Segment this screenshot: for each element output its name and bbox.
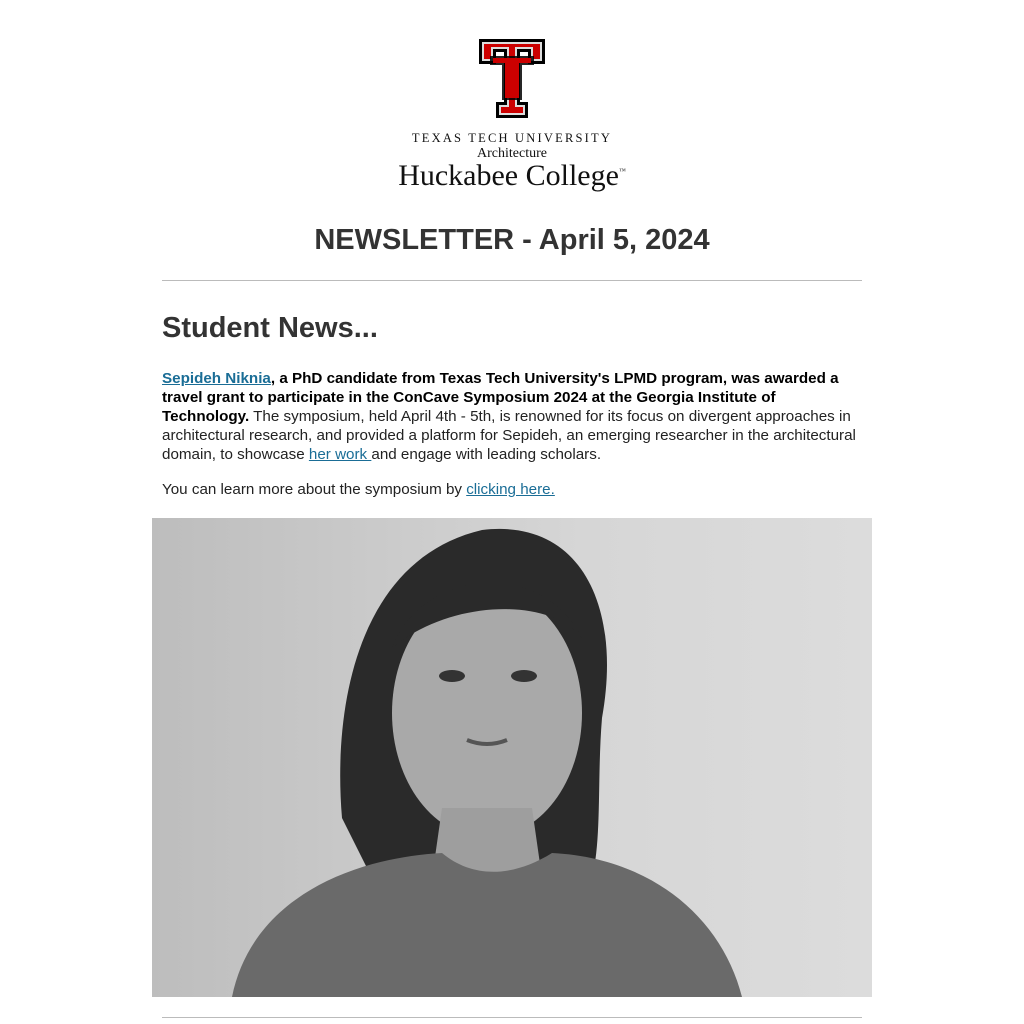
learn-more-text: You can learn more about the symposium by [162, 481, 467, 498]
bold-intro: , a PhD candidate from Texas Tech University's LPMD program, was awarded a travel grant to participate in the ConCave Symposium 2024 at the Georgia Institute of Technology. [162, 370, 839, 425]
student-name-link[interactable]: Sepideh Niknia [162, 370, 271, 387]
college-name [0, 159, 1024, 193]
divider-bottom [162, 1017, 862, 1018]
divider [162, 280, 862, 281]
student-photo [152, 518, 872, 997]
body-text: The symposium, held April 4th - 5th, is renowned for its focus on divergent approaches in architectural research, and provided a platform for Sepideh, an emerging researcher in the architectural domain, to showcase [162, 408, 856, 463]
department-name: Architecture [477, 146, 547, 161]
newsletter-title: NEWSLETTER - April 5, 2024 [314, 224, 710, 256]
trademark: ™ [618, 167, 626, 175]
article-paragraph [162, 369, 862, 464]
college-label: Huckabee College [398, 159, 619, 192]
section-heading: Student News... [162, 312, 378, 344]
her-work-link[interactable]: her work [308, 446, 372, 463]
portrait-illustration [152, 518, 872, 997]
learn-more-paragraph [162, 480, 862, 499]
ttu-logo [0, 38, 1024, 120]
university-name: TEXAS TECH UNIVERSITY [411, 131, 613, 145]
clicking-here-link[interactable]: clicking here. [466, 481, 555, 498]
body-end: and engage with leading scholars. [371, 446, 602, 463]
double-t-logo-icon [478, 38, 546, 120]
